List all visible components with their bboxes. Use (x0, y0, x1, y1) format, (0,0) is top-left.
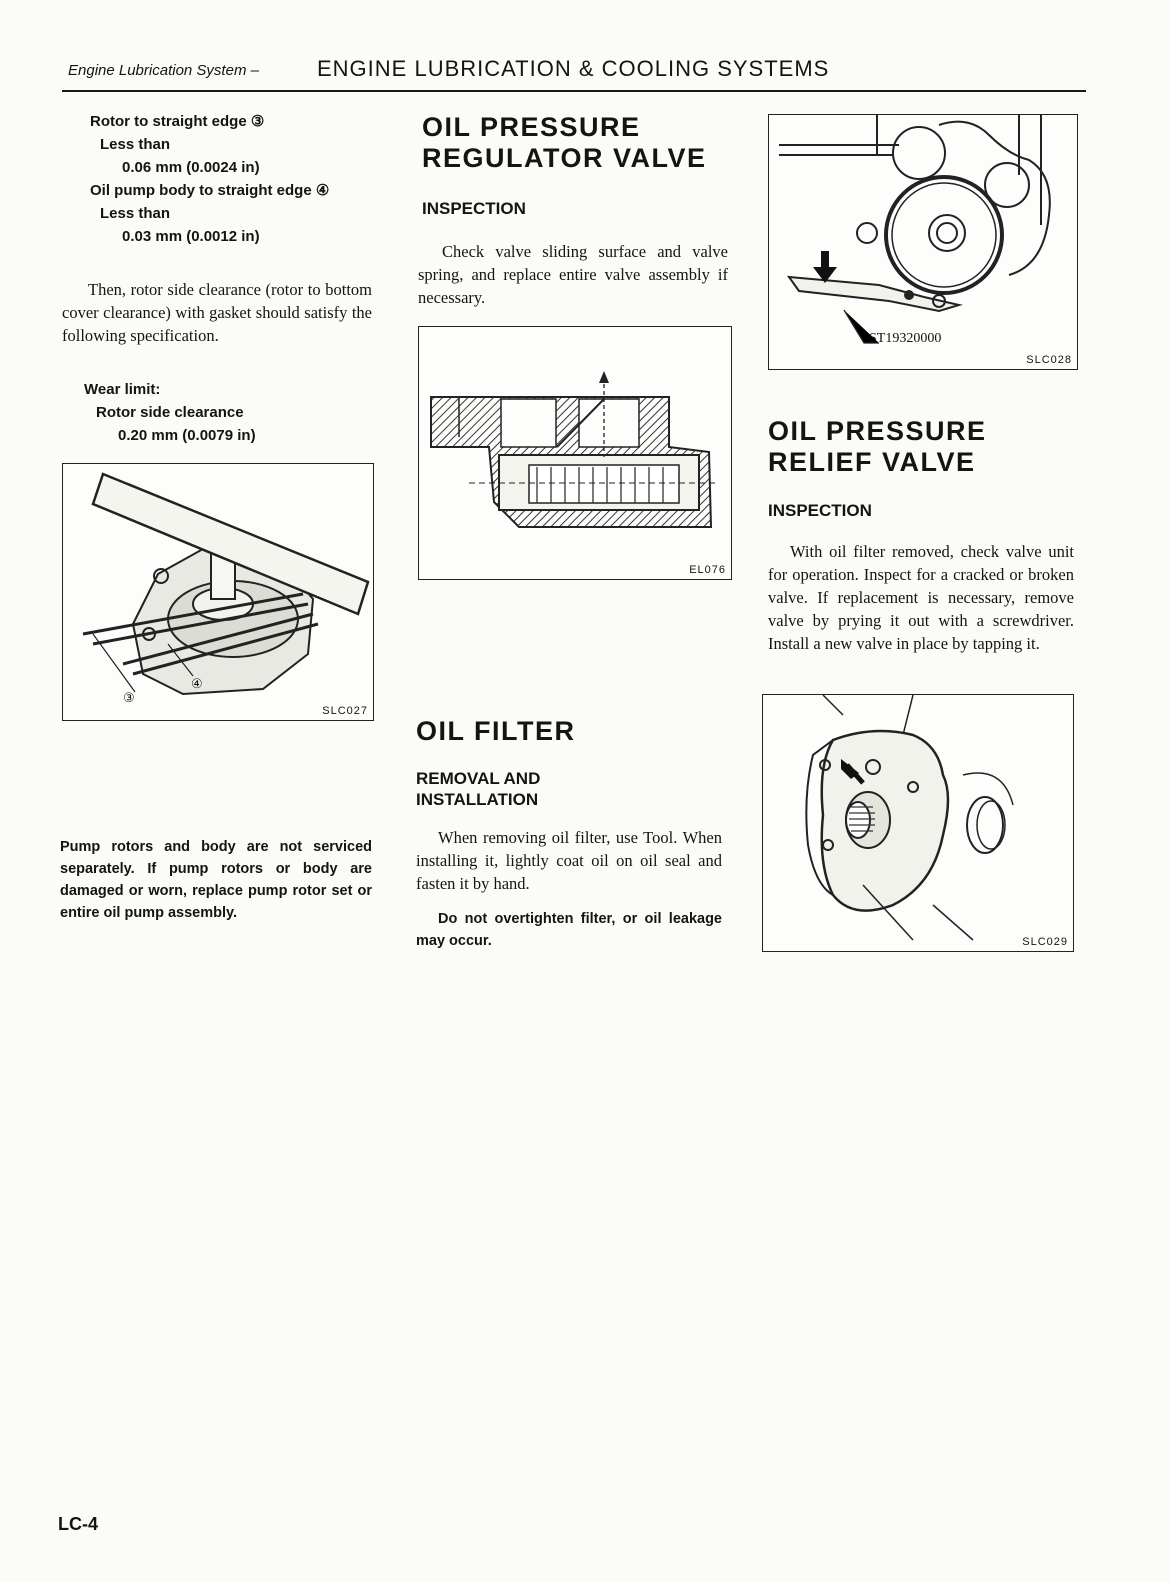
filter-removal-paragraph: When removing oil filter, use Tool. When installing it, lightly coat oil on oil seal and fasten it by hand. (416, 828, 722, 893)
header-chapter: ENGINE LUBRICATION & COOLING SYSTEMS (317, 56, 830, 81)
page-number: LC-4 (58, 1514, 98, 1534)
side-clearance-paragraph: Then, rotor side clearance (rotor to bottom cover clearance) with gasket should satisfy the following specification. (62, 280, 372, 345)
spec-line: Oil pump body to straight edge ④ (90, 182, 330, 199)
figure-el076 (418, 326, 732, 580)
relief-valve-illustration (763, 695, 1073, 951)
relief-valve-title: OIL PRESSURE RELIEF VALVE (768, 416, 987, 477)
regulator-valve-title: OIL PRESSURE REGULATOR VALVE (422, 112, 707, 173)
spec-line: Wear limit: (84, 381, 161, 398)
filter-removal-heading: REMOVAL AND INSTALLATION (416, 769, 541, 809)
figure-slc027 (62, 463, 374, 721)
page-header (62, 54, 1086, 92)
spec-line: 0.06 mm (0.0024 in) (122, 159, 260, 176)
callout-4: ④ (191, 676, 203, 691)
rotor-clearance-specs (90, 110, 390, 248)
relief-inspection-paragraph: With oil filter removed, check valve unit for operation. Inspect for a cracked or broken valve. If replacement is necessary, remove valve by prying it out with a screwdriver. Install a new valve in place by tapping it. (768, 542, 1074, 653)
callout-3: ③ (123, 690, 135, 705)
regulator-inspection-heading: INSPECTION (422, 199, 526, 218)
spec-line: Less than (100, 136, 171, 153)
spec-line: 0.20 mm (0.0079 in) (118, 427, 256, 444)
rotor-straight-edge-illustration (63, 464, 373, 720)
figure-slc029 (762, 694, 1074, 952)
relief-inspection-heading: INSPECTION (768, 501, 872, 520)
regulator-valve-illustration (419, 327, 731, 579)
oil-filter-title: OIL FILTER (416, 716, 576, 746)
wear-limit-spec (84, 378, 384, 447)
spec-line: 0.03 mm (0.0012 in) (122, 228, 260, 245)
header-section: Engine Lubrication System – (68, 62, 259, 79)
pump-rotors-note: Pump rotors and body are not serviced separately. If pump rotors or body are damaged or worn, replace pump rotor set or entire oil pump assembly. (60, 839, 372, 921)
tool-number-label: ST19320000 (869, 331, 942, 346)
spec-line: Less than (100, 205, 171, 222)
figure-slc028 (768, 114, 1078, 370)
figure-code: SLC027 (322, 705, 368, 717)
figure-code: SLC028 (1026, 354, 1072, 366)
spec-line: Rotor side clearance (96, 404, 244, 421)
figure-code: SLC029 (1022, 936, 1068, 948)
regulator-inspection-paragraph: Check valve sliding surface and valve spring, and replace entire valve assembly if necessary. (418, 242, 728, 307)
figure-code: EL076 (689, 564, 726, 576)
filter-overtighten-note: Do not overtighten filter, or oil leakage may occur. (416, 911, 722, 949)
spec-line: Rotor to straight edge ③ (90, 113, 265, 130)
